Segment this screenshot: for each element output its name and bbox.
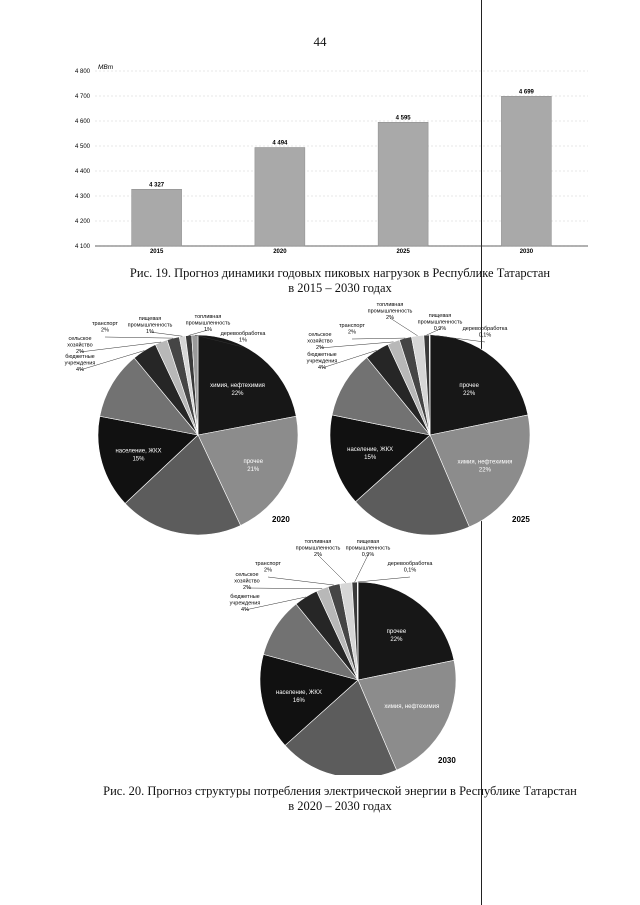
y-tick-label: 4 600 (74, 119, 90, 126)
x-tick-label: 2020 (273, 249, 287, 255)
pie-callout-label: пищевая (428, 313, 452, 319)
pie-callout-label: учреждения (229, 600, 261, 607)
pie-callout-percent: 2% (314, 552, 322, 558)
pie-leader-line (358, 577, 410, 582)
pie-chart-2025 (300, 300, 550, 540)
pie-leader-line (390, 318, 418, 336)
bar-value-label: 4 494 (272, 140, 288, 147)
pie-callout-label: бюджетные (65, 354, 95, 360)
pie-callout-percent: 2% (101, 327, 109, 334)
pie-callout-percent: 2% (348, 329, 356, 336)
pie-year-label: 2025 (512, 515, 530, 524)
pie-callout-label: деревообработка (220, 331, 266, 337)
pie-callout-percent: 4% (241, 607, 249, 613)
x-tick-label: 2030 (519, 249, 534, 255)
pie-callout-label: хозяйство (67, 342, 93, 349)
pie-callout-percent: 4% (76, 367, 84, 373)
pie-callout-percent: 0,1% (478, 332, 492, 339)
pie-chart-2030 (220, 535, 470, 775)
bar (255, 148, 305, 247)
pie-callout-label: топливная (376, 302, 404, 308)
y-tick-label: 4 200 (74, 219, 90, 226)
pie-slice-label: химия, нефтехимия (210, 383, 265, 390)
pie-callout-percent: 1% (204, 327, 212, 333)
pie-slice-percent: 22% (478, 467, 491, 474)
pie-slice-label: население, ЖКХ (347, 447, 394, 454)
page-number: 44 (313, 34, 327, 49)
pie-callout-label: промышленность (127, 322, 173, 329)
pie-callout-label: транспорт (255, 561, 281, 567)
pie-slice-percent: 15% (132, 456, 145, 463)
pie-leader-line (150, 332, 182, 336)
pie-callout-label: транспорт (92, 321, 118, 327)
pie-slice-percent: 22% (231, 391, 244, 398)
pie-callout-label: промышленность (345, 545, 391, 552)
bar (378, 122, 428, 246)
pie-slice-percent: 21% (247, 467, 260, 474)
figure-20-caption (80, 784, 600, 814)
pie-leader-line (355, 555, 368, 582)
pie-callout-label: промышленность (417, 319, 463, 326)
pie-slice-percent: 15% (364, 455, 377, 462)
y-tick-label: 4 700 (74, 94, 90, 101)
pie-slice-percent: 22% (390, 636, 403, 643)
pie-callout-percent: 1% (146, 329, 154, 335)
bar (132, 189, 182, 246)
pie-callout-percent: 0,9% (361, 552, 375, 558)
pie-callout-label: топливная (194, 314, 222, 320)
pie-slice-label: население, ЖКХ (275, 690, 322, 697)
pie-callout-label: деревообработка (387, 561, 433, 567)
pie-leader-line (105, 337, 173, 338)
pie-callout-label: хозяйство (234, 578, 260, 585)
pie-callout-label: сельское (308, 332, 332, 338)
bar-value-label: 4 699 (518, 89, 534, 96)
bar (501, 96, 551, 246)
peak-load-bar-chart (60, 58, 600, 258)
pie-callout-label: промышленность (185, 320, 231, 327)
pie-callout-percent: 2% (264, 567, 272, 574)
pie-slice-label: прочее (243, 459, 264, 466)
pie-callout-percent: 4% (318, 365, 326, 371)
figure-20-caption-line-1: Рис. 20. Прогноз структуры потребления электрической энергии в Республике Татарстан (103, 784, 577, 798)
pie-leader-line (268, 577, 334, 585)
pie-callout-label: деревообработка (462, 326, 508, 332)
pie-callout-label: учреждения (306, 358, 338, 365)
y-tick-label: 4 800 (74, 69, 90, 76)
pie-callout-percent: 1% (239, 337, 247, 344)
pie-leader-line (352, 338, 405, 339)
bar-value-label: 4 595 (395, 115, 411, 122)
pie-slice-label: химия, нефтехимия (457, 459, 513, 466)
y-tick-label: 4 500 (74, 144, 90, 151)
pie-callout-label: транспорт (339, 323, 365, 329)
pie-callout-label: сельское (68, 336, 92, 342)
pie-year-label: 2030 (438, 756, 456, 765)
pie-callout-label: пищевая (356, 539, 380, 545)
pie-callout-label: промышленность (295, 545, 341, 552)
y-tick-label: 4 300 (74, 194, 90, 201)
pie-leader-line (247, 588, 322, 589)
pie-slice-percent: 16% (292, 698, 305, 705)
pie-chart-2020 (60, 300, 310, 540)
pie-slice-percent: 22% (463, 390, 476, 397)
pie-callout-label: сельское (235, 572, 259, 578)
x-tick-label: 2025 (396, 249, 410, 255)
pie-callout-percent: 2% (316, 345, 324, 351)
pie-slice-label: прочее (386, 628, 407, 635)
pie-slice-label: химия, нефтехимия (384, 704, 440, 711)
pie-leader-line (318, 555, 346, 583)
pie-callout-label: пищевая (138, 316, 162, 322)
pie-callout-label: топливная (304, 539, 332, 545)
pie-callout-percent: 2% (243, 585, 251, 591)
pie-slice-label: население, ЖКХ (115, 448, 162, 455)
figure-19-caption (80, 266, 600, 296)
figure-19-caption-line-2: в 2015 – 2030 годах (288, 281, 392, 295)
pie-callout-percent: 2% (76, 349, 84, 355)
pie-callout-percent: 0,1% (403, 567, 417, 574)
pie-callout-label: хозяйство (307, 338, 333, 345)
pie-year-label: 2020 (272, 515, 290, 524)
y-axis-label: МВт (98, 64, 114, 71)
figure-20-caption-line-2: в 2020 – 2030 годах (288, 799, 392, 813)
figure-19-caption-line-1: Рис. 19. Прогноз динамики годовых пиковых нагрузок в Республике Татарстан (129, 266, 551, 280)
y-tick-label: 4 100 (74, 244, 90, 251)
pie-callout-label: бюджетные (230, 594, 260, 600)
pie-callout-label: промышленность (367, 308, 413, 315)
bar-value-label: 4 327 (149, 182, 165, 189)
x-tick-label: 2015 (149, 249, 164, 255)
pie-callout-label: бюджетные (307, 352, 337, 358)
pie-callout-label: учреждения (64, 360, 96, 367)
pie-slice-label: прочее (459, 382, 479, 389)
y-tick-label: 4 400 (74, 169, 90, 176)
pie-callout-percent: 2% (386, 315, 394, 321)
pie-callout-percent: 0,9% (433, 326, 447, 332)
